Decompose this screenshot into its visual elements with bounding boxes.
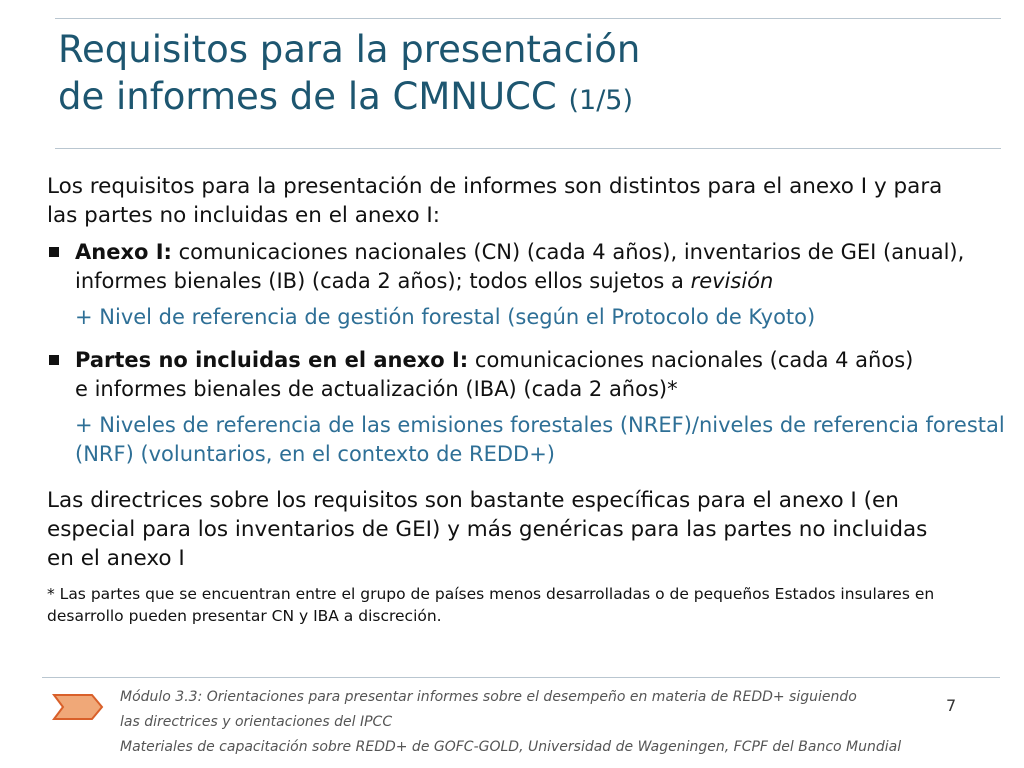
bullet-text: comunicaciones nacionales (CN) (cada 4 años), inventarios de GEI (anual), informes bienales (IB) (cada 2 años); todos ellos sujetos a (75, 240, 965, 293)
bullet-text: comunicaciones nacionales (cada 4 años) e informes bienales de actualización (IBA) (cada 2 años)* (75, 348, 914, 401)
footer-materials: Materiales de capacitación sobre REDD+ de GOFC-GOLD, Universidad de Wageningen, FCPF del Banco Mundial (120, 739, 902, 755)
bullet-square-icon (49, 247, 59, 257)
slide-body (47, 172, 1007, 627)
bullet-non-annex-i (47, 346, 915, 404)
title-fraction: (1/5) (568, 85, 634, 116)
title-rule (55, 148, 1001, 149)
footer-text (120, 685, 901, 760)
title-line-2: de informes de la CMNUCC (58, 75, 557, 118)
bullet-emphasis: revisión (690, 269, 774, 293)
footer-rule (42, 677, 1000, 678)
footer-module-line-2: las directrices y orientaciones del IPCC (120, 714, 393, 730)
title-line-1: Requisitos para la presentación (58, 28, 641, 71)
footnote: * Las partes que se encuentran entre el grupo de países menos desarrolladas o de pequeños Estados insulares en desarrollo pueden presentar CN y IBA a discreción. (47, 585, 935, 625)
bullet-extra-annex-i: + Nivel de referencia de gestión forestal (según el Protocolo de Kyoto) (75, 305, 816, 329)
chevron-arrow-icon (52, 693, 104, 721)
top-rule (55, 18, 1001, 19)
bullet-label: Partes no incluidas en el anexo I: (75, 348, 469, 372)
footer-module-line-1: Módulo 3.3: Orientaciones para presentar informes sobre el desempeño en materia de REDD+ siguiendo (120, 689, 857, 705)
conclusion-paragraph: Las directrices sobre los requisitos son bastante específicas para el anexo I (en especial para los inventarios de GEI) y más genéricas para las partes no incluidas en el anexo I (47, 488, 928, 571)
slide-title (58, 26, 640, 124)
bullet-annex-i (47, 238, 985, 296)
bullet-label: Anexo I: (75, 240, 172, 264)
intro-paragraph: Los requisitos para la presentación de informes son distintos para el anexo I y para las partes no incluidas en el anexo I: (47, 174, 943, 228)
bullet-extra-non-annex-i: + Niveles de referencia de las emisiones forestales (NREF)/niveles de referencia forestal (NRF) (voluntarios, en el contexto de REDD+) (75, 413, 1005, 466)
bullet-square-icon (49, 355, 59, 365)
page-number: 7 (946, 696, 957, 715)
